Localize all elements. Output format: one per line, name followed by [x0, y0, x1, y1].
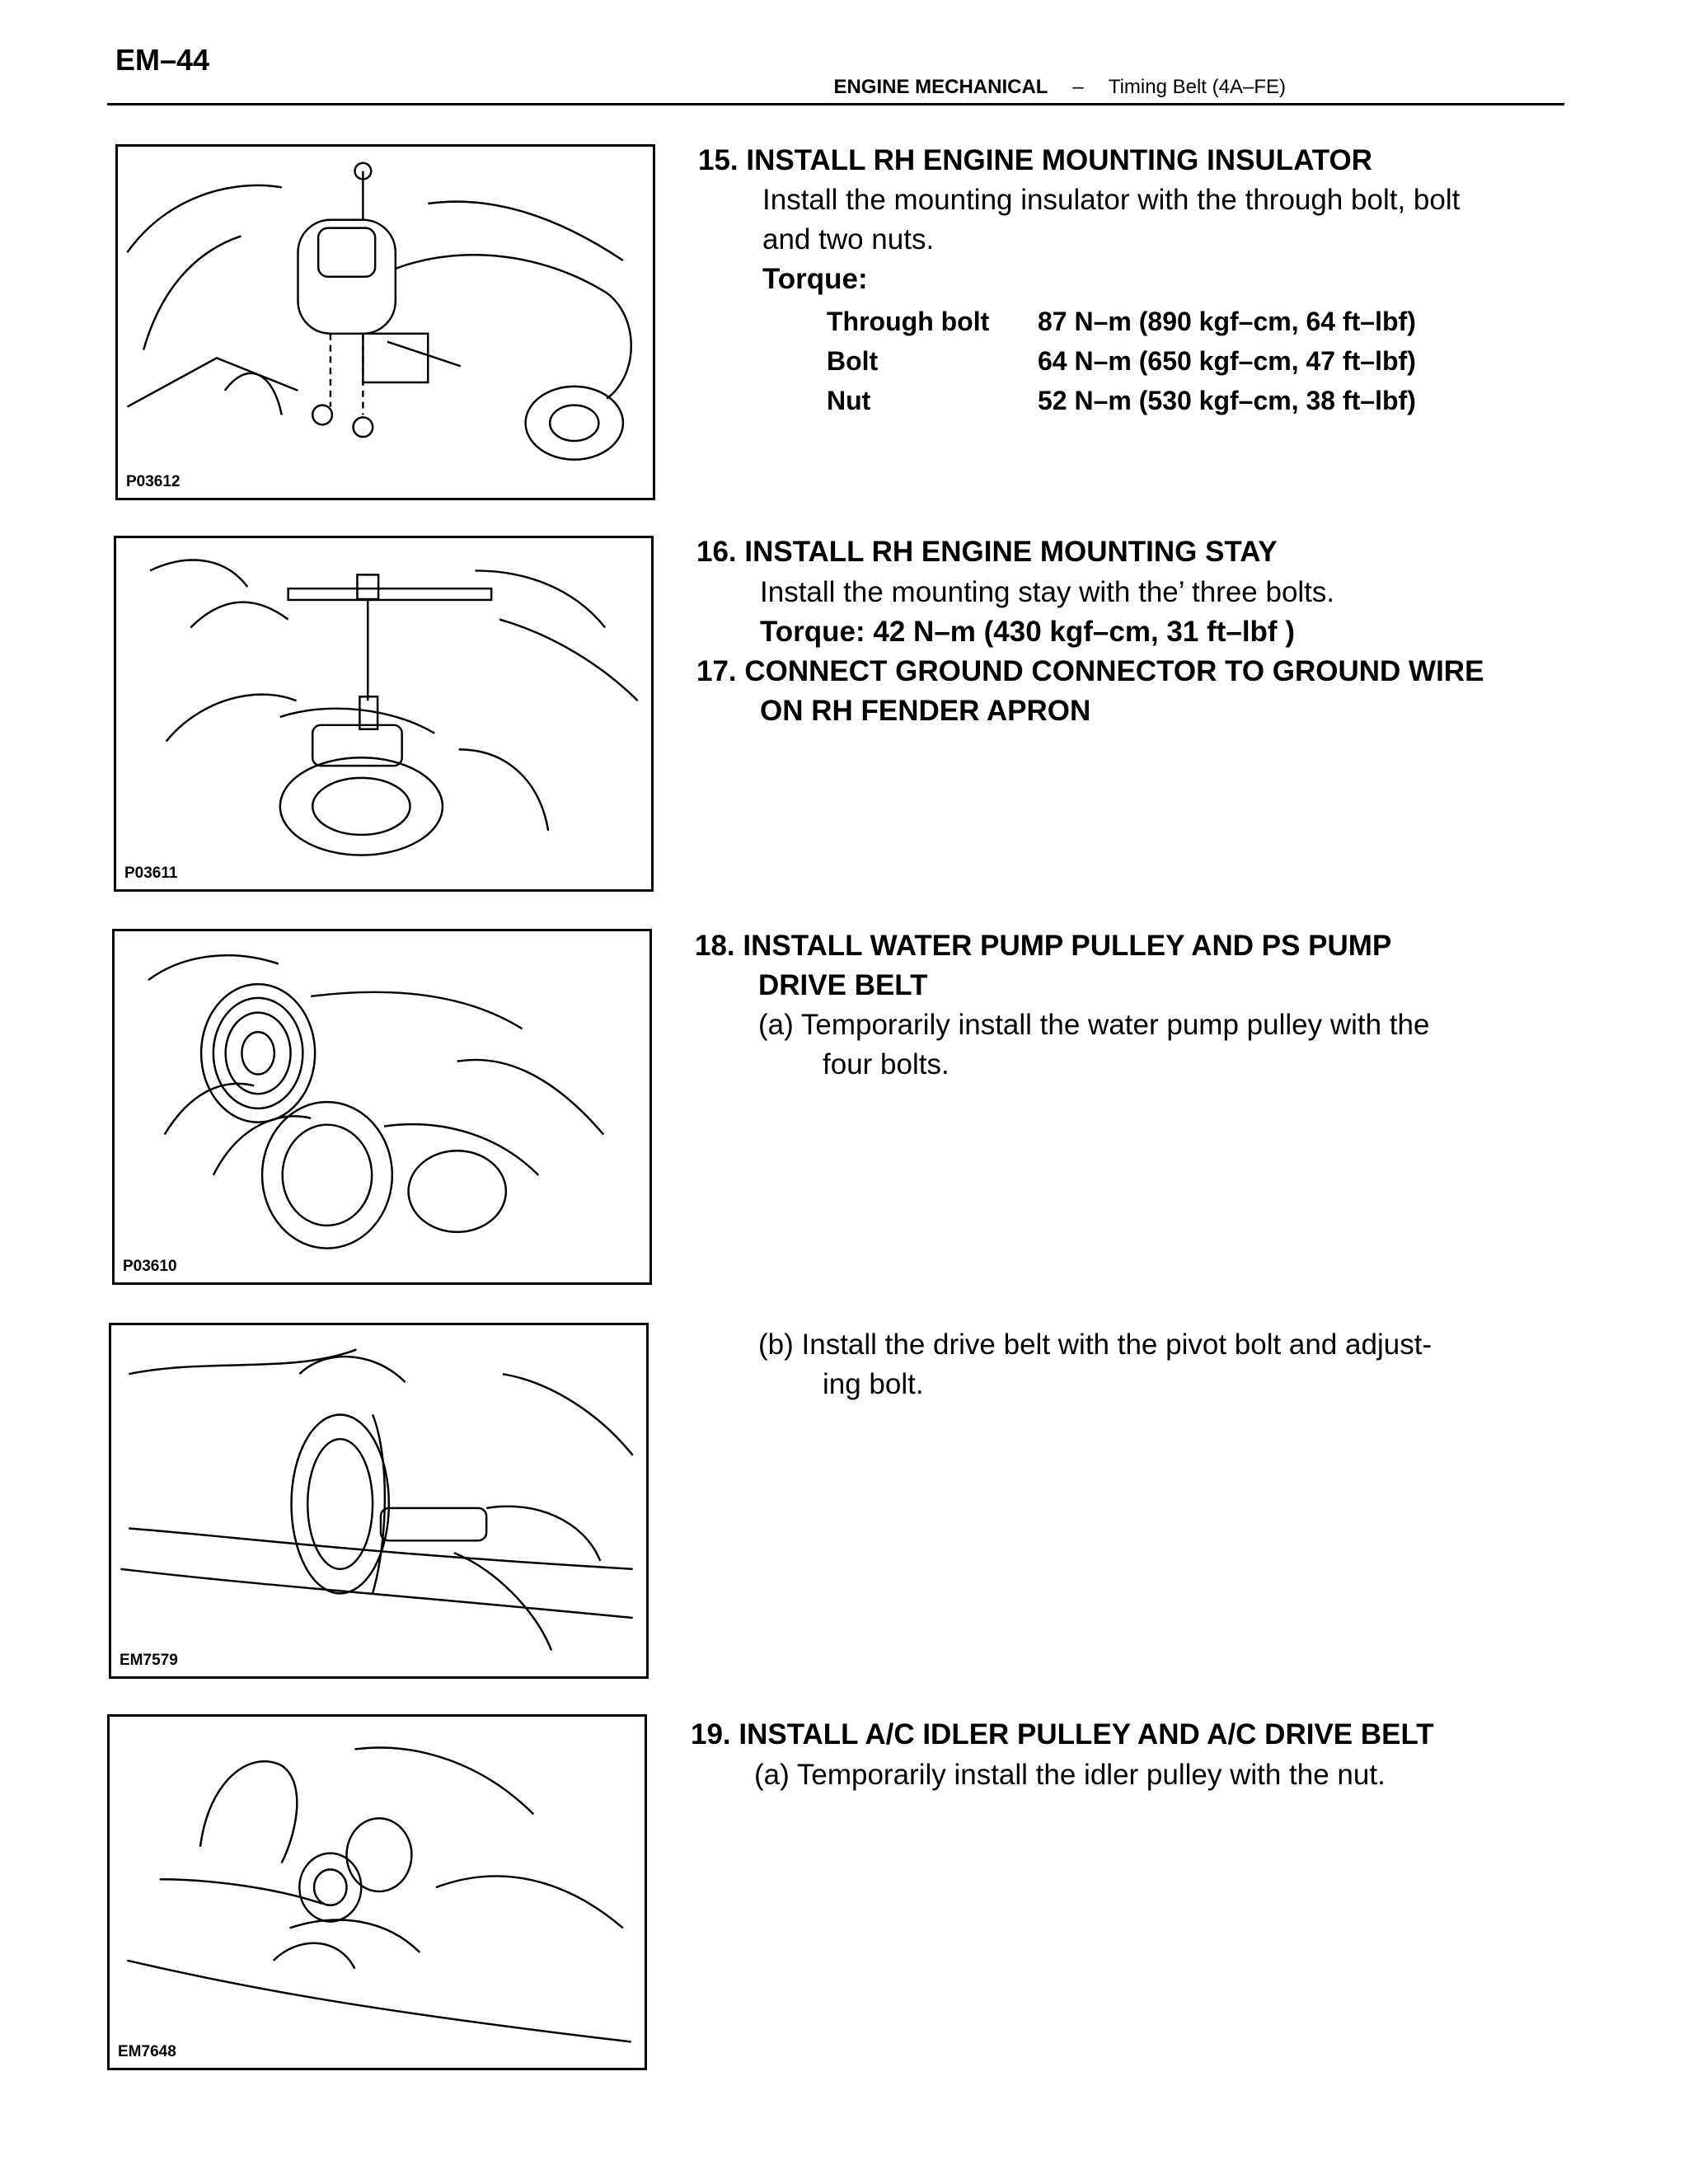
step-18-title-cont: DRIVE BELT	[758, 969, 928, 1001]
step-16-torque: Torque: 42 N–m (430 kgf–cm, 31 ft–lbf )	[760, 616, 1295, 648]
drive-belt-illustration	[111, 1325, 646, 1676]
torque-value: 64 N–m (650 kgf–cm, 47 ft–lbf)	[1038, 345, 1416, 376]
subsection-title: Timing Belt (4A–FE)	[1108, 76, 1286, 98]
torque-item: Bolt	[827, 345, 879, 376]
mounting-stay-illustration	[116, 538, 651, 889]
torque-row	[827, 381, 1416, 420]
mounting-insulator-illustration	[118, 147, 653, 498]
header-rule	[107, 103, 1564, 105]
torque-item: Through bolt	[827, 306, 990, 336]
figure-code: P03611	[124, 865, 178, 882]
figure-drive-belt	[109, 1323, 649, 1679]
step-15-line-2: and two nuts.	[762, 223, 935, 255]
step-19a-line-1: (a) Temporarily install the idler pulley with the nut.	[754, 1759, 1386, 1791]
torque-value: 52 N–m (530 kgf–cm, 38 ft–lbf)	[1038, 385, 1416, 415]
idler-pulley-illustration	[110, 1717, 645, 2068]
step-17-title-cont: ON RH FENDER APRON	[760, 695, 1091, 727]
step-18-title: 18. INSTALL WATER PUMP PULLEY AND PS PUMP	[695, 930, 1392, 962]
torque-value: 87 N–m (890 kgf–cm, 64 ft–lbf)	[1038, 306, 1416, 336]
figure-code: P03610	[123, 1258, 177, 1275]
step-15-torque-table	[827, 302, 1416, 420]
torque-row	[827, 341, 1416, 381]
figure-mounting-insulator	[115, 144, 655, 500]
step-18b-line-2: ing bolt.	[823, 1368, 924, 1400]
step-18b-line-1: (b) Install the drive belt with the pivot bolt and adjust-	[758, 1329, 1432, 1361]
step-15-torque-label: Torque:	[762, 263, 868, 295]
section-title: ENGINE MECHANICAL	[833, 76, 1048, 98]
step-17-title: 17. CONNECT GROUND CONNECTOR TO GROUND WIRE	[696, 655, 1484, 687]
figure-idler-pulley	[107, 1714, 647, 2070]
figure-mounting-stay	[114, 536, 654, 892]
step-19-title: 19. INSTALL A/C IDLER PULLEY AND A/C DRIVE BELT	[691, 1718, 1434, 1750]
step-16-text	[760, 573, 1334, 652]
step-15-text	[762, 180, 1460, 299]
figure-code: EM7579	[120, 1652, 178, 1669]
step-15-line-1: Install the mounting insulator with the through bolt, bolt	[762, 184, 1461, 216]
step-18a-line-1: (a) Temporarily install the water pump pulley with the	[758, 1009, 1430, 1041]
figure-code: EM7648	[118, 2043, 176, 2060]
header-separator: –	[1072, 76, 1084, 98]
step-16-title: 16. INSTALL RH ENGINE MOUNTING STAY	[696, 536, 1278, 568]
water-pump-pulley-illustration	[115, 931, 649, 1282]
figure-water-pump-pulley	[112, 929, 652, 1285]
step-15-title: 15. INSTALL RH ENGINE MOUNTING INSULATOR	[698, 144, 1373, 176]
page-number: EM–44	[115, 43, 210, 77]
figure-code: P03612	[126, 473, 181, 490]
step-16-line-1: Install the mounting stay with the’ three bolts.	[760, 576, 1335, 608]
running-header	[0, 76, 1286, 99]
step-18a-line-2: four bolts.	[823, 1048, 950, 1080]
torque-item: Nut	[827, 385, 871, 415]
torque-row	[827, 302, 1416, 341]
